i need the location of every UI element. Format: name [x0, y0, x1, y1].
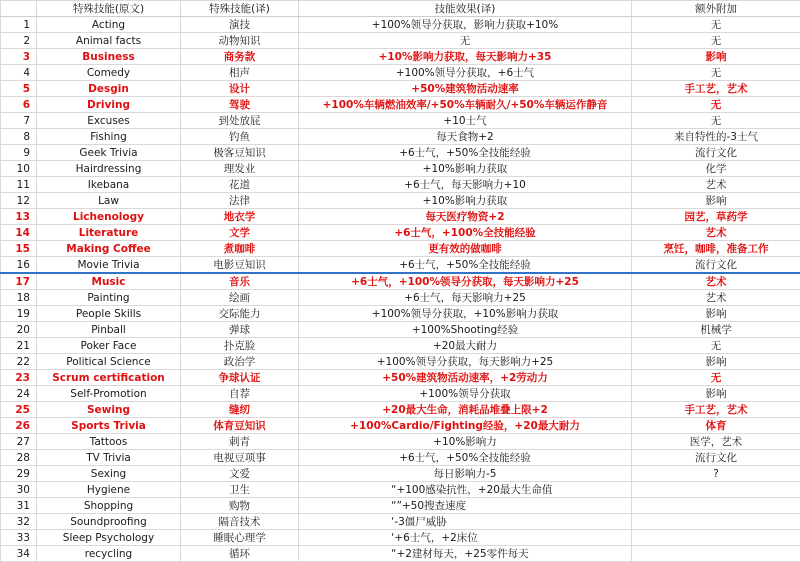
- effect-cell[interactable]: +10%影响力获取: [299, 161, 632, 177]
- skill-translated-cell[interactable]: 理发业: [181, 161, 299, 177]
- row-number-cell[interactable]: 7: [1, 113, 37, 129]
- table-row: [1, 273, 800, 290]
- row-number-cell[interactable]: 15: [1, 241, 37, 257]
- effect-cell[interactable]: 每天医疗物资+2: [299, 209, 632, 225]
- skill-original-cell[interactable]: Hairdressing: [37, 161, 181, 177]
- extra-cell[interactable]: [632, 546, 800, 562]
- skill-original-cell[interactable]: Sewing: [37, 402, 181, 418]
- skill-original-cell[interactable]: Comedy: [37, 65, 181, 81]
- table-row: [1, 161, 800, 177]
- table-row: [1, 145, 800, 161]
- effect-cell[interactable]: +100%Cardio/Fighting经验，+20最大耐力: [299, 418, 632, 434]
- effect-cell[interactable]: +100%领导分获取，+10%影响力获取: [299, 306, 632, 322]
- row-number-cell[interactable]: 3: [1, 49, 37, 65]
- skill-original-cell[interactable]: Movie Trivia: [37, 257, 181, 274]
- table-row: [1, 546, 800, 562]
- skill-translated-cell[interactable]: 睡眠心理学: [181, 530, 299, 546]
- skill-original-cell[interactable]: Music: [37, 273, 181, 290]
- effect-cell[interactable]: +6士气，每天影响力+10: [299, 177, 632, 193]
- effect-cell[interactable]: +6士气，+100%全技能经验: [299, 225, 632, 241]
- extra-cell[interactable]: 手工艺，艺术: [632, 81, 800, 97]
- skill-translated-cell[interactable]: 争球认证: [181, 370, 299, 386]
- skill-original-cell[interactable]: Lichenology: [37, 209, 181, 225]
- row-number-cell[interactable]: 11: [1, 177, 37, 193]
- extra-cell[interactable]: 影响: [632, 386, 800, 402]
- skill-original-cell[interactable]: Pinball: [37, 322, 181, 338]
- table-row: [1, 354, 800, 370]
- effect-cell[interactable]: “+100感染抗性，+20最大生命值: [299, 482, 632, 498]
- row-number-cell[interactable]: 25: [1, 402, 37, 418]
- skill-translated-cell[interactable]: 卫生: [181, 482, 299, 498]
- skill-translated-cell[interactable]: 钓鱼: [181, 129, 299, 145]
- effect-cell[interactable]: +50%建筑物活动速率: [299, 81, 632, 97]
- extra-cell[interactable]: 化学: [632, 161, 800, 177]
- row-number-cell[interactable]: 31: [1, 498, 37, 514]
- table-row: [1, 129, 800, 145]
- extra-cell[interactable]: 无: [632, 65, 800, 81]
- table-row: [1, 113, 800, 129]
- table-row: [1, 402, 800, 418]
- row-number-cell[interactable]: 1: [1, 17, 37, 33]
- table-row: [1, 225, 800, 241]
- extra-cell[interactable]: 机械学: [632, 322, 800, 338]
- extra-cell[interactable]: 流行文化: [632, 257, 800, 274]
- extra-cell[interactable]: 流行文化: [632, 145, 800, 161]
- table-row: [1, 370, 800, 386]
- skill-translated-cell[interactable]: 到处放屁: [181, 113, 299, 129]
- row-number-cell[interactable]: 17: [1, 273, 37, 290]
- skill-original-cell[interactable]: Fishing: [37, 129, 181, 145]
- table-row: [1, 290, 800, 306]
- table-row: [1, 209, 800, 225]
- row-number-cell[interactable]: 21: [1, 338, 37, 354]
- table-row: [1, 418, 800, 434]
- effect-cell[interactable]: +20最大生命，消耗品堆叠上限+2: [299, 402, 632, 418]
- extra-cell[interactable]: 体育: [632, 418, 800, 434]
- row-number-cell[interactable]: 16: [1, 257, 37, 274]
- skill-original-cell[interactable]: Poker Face: [37, 338, 181, 354]
- effect-cell[interactable]: “+2建材每天，+25零件每天: [299, 546, 632, 562]
- skill-translated-cell[interactable]: 极客豆知识: [181, 145, 299, 161]
- row-number-cell[interactable]: 8: [1, 129, 37, 145]
- skill-original-cell[interactable]: Geek Trivia: [37, 145, 181, 161]
- skill-translated-cell[interactable]: 电影豆知识: [181, 257, 299, 274]
- table-row: [1, 97, 800, 113]
- skill-translated-cell[interactable]: 文爱: [181, 466, 299, 482]
- extra-cell[interactable]: [632, 482, 800, 498]
- table-row: [1, 257, 800, 274]
- table-row: [1, 466, 800, 482]
- extra-cell[interactable]: [632, 498, 800, 514]
- header-cell-effect[interactable]: 技能效果(译): [299, 1, 632, 17]
- extra-cell[interactable]: 医学，艺术: [632, 434, 800, 450]
- skill-translated-cell[interactable]: 自荐: [181, 386, 299, 402]
- row-number-cell[interactable]: 2: [1, 33, 37, 49]
- effect-cell[interactable]: +100%车辆燃油效率/+50%车辆耐久/+50%车辆运作静音: [299, 97, 632, 113]
- skill-original-cell[interactable]: Sexing: [37, 466, 181, 482]
- skill-translated-cell[interactable]: 驾驶: [181, 97, 299, 113]
- table-row: [1, 450, 800, 466]
- extra-cell[interactable]: 艺术: [632, 225, 800, 241]
- effect-cell[interactable]: +100%领导分获取，影响力获取+10%: [299, 17, 632, 33]
- skill-translated-cell[interactable]: 设计: [181, 81, 299, 97]
- extra-cell[interactable]: 无: [632, 97, 800, 113]
- extra-cell[interactable]: [632, 530, 800, 546]
- effect-cell[interactable]: “”+50搜查速度: [299, 498, 632, 514]
- skill-translated-cell[interactable]: 扑克脸: [181, 338, 299, 354]
- extra-cell[interactable]: 烹饪，咖啡，准备工作: [632, 241, 800, 257]
- effect-cell[interactable]: +100%领导分获取，每天影响力+25: [299, 354, 632, 370]
- row-number-cell[interactable]: 9: [1, 145, 37, 161]
- skill-original-cell[interactable]: Excuses: [37, 113, 181, 129]
- skill-translated-cell[interactable]: 商务款: [181, 49, 299, 65]
- row-number-cell[interactable]: 23: [1, 370, 37, 386]
- extra-cell[interactable]: 无: [632, 17, 800, 33]
- extra-cell[interactable]: 无: [632, 338, 800, 354]
- extra-cell[interactable]: [632, 514, 800, 530]
- extra-cell[interactable]: 无: [632, 113, 800, 129]
- skill-original-cell[interactable]: recycling: [37, 546, 181, 562]
- skill-translated-cell[interactable]: 地衣学: [181, 209, 299, 225]
- skill-original-cell[interactable]: Hygiene: [37, 482, 181, 498]
- effect-cell[interactable]: +10%影响力: [299, 434, 632, 450]
- extra-cell[interactable]: 无: [632, 370, 800, 386]
- effect-cell[interactable]: +50%建筑物活动速率，+2劳动力: [299, 370, 632, 386]
- skill-original-cell[interactable]: Making Coffee: [37, 241, 181, 257]
- extra-cell[interactable]: 艺术: [632, 290, 800, 306]
- extra-cell[interactable]: 无: [632, 33, 800, 49]
- skill-original-cell[interactable]: Sports Trivia: [37, 418, 181, 434]
- skill-translated-cell[interactable]: 演技: [181, 17, 299, 33]
- row-number-cell[interactable]: 19: [1, 306, 37, 322]
- table-row: [1, 434, 800, 450]
- extra-cell[interactable]: 影响: [632, 193, 800, 209]
- header-cell-extra[interactable]: 额外附加: [632, 1, 800, 17]
- row-number-cell[interactable]: 30: [1, 482, 37, 498]
- skill-original-cell[interactable]: Sleep Psychology: [37, 530, 181, 546]
- row-number-cell[interactable]: 13: [1, 209, 37, 225]
- effect-cell[interactable]: +20最大耐力: [299, 338, 632, 354]
- effect-cell[interactable]: +100%领导分获取: [299, 386, 632, 402]
- table-row: [1, 81, 800, 97]
- skill-original-cell[interactable]: TV Trivia: [37, 450, 181, 466]
- skill-translated-cell[interactable]: 绘画: [181, 290, 299, 306]
- row-number-cell[interactable]: 5: [1, 81, 37, 97]
- extra-cell[interactable]: 艺术: [632, 177, 800, 193]
- header-cell-index[interactable]: [1, 1, 37, 17]
- table-row: [1, 17, 800, 33]
- table-body: [1, 17, 800, 562]
- effect-cell[interactable]: +6士气，每天影响力+25: [299, 290, 632, 306]
- row-number-cell[interactable]: 28: [1, 450, 37, 466]
- extra-cell[interactable]: 手工艺，艺术: [632, 402, 800, 418]
- skill-original-cell[interactable]: Desgin: [37, 81, 181, 97]
- skill-translated-cell[interactable]: 隔音技术: [181, 514, 299, 530]
- effect-cell[interactable]: +6士气，+50%全技能经验: [299, 257, 632, 274]
- skill-translated-cell[interactable]: 花道: [181, 177, 299, 193]
- row-number-cell[interactable]: 34: [1, 546, 37, 562]
- header-row: [1, 1, 800, 17]
- row-number-cell[interactable]: 4: [1, 65, 37, 81]
- effect-cell[interactable]: +100%Shooting经验: [299, 322, 632, 338]
- skill-translated-cell[interactable]: 缝纫: [181, 402, 299, 418]
- row-number-cell[interactable]: 24: [1, 386, 37, 402]
- skill-translated-cell[interactable]: 煮咖啡: [181, 241, 299, 257]
- header-cell-skill-original[interactable]: 特殊技能(原文): [37, 1, 181, 17]
- skill-original-cell[interactable]: Driving: [37, 97, 181, 113]
- skill-original-cell[interactable]: Scrum certification: [37, 370, 181, 386]
- table-row: [1, 193, 800, 209]
- skill-original-cell[interactable]: Law: [37, 193, 181, 209]
- table-row: [1, 65, 800, 81]
- table-row: [1, 33, 800, 49]
- row-number-cell[interactable]: 6: [1, 97, 37, 113]
- row-number-cell[interactable]: 27: [1, 434, 37, 450]
- table-row: [1, 386, 800, 402]
- table-row: [1, 306, 800, 322]
- effect-cell[interactable]: +10士气: [299, 113, 632, 129]
- header-cell-skill-translated[interactable]: 特殊技能(译): [181, 1, 299, 17]
- skill-translated-cell[interactable]: 相声: [181, 65, 299, 81]
- skill-translated-cell[interactable]: 文学: [181, 225, 299, 241]
- row-number-cell[interactable]: 22: [1, 354, 37, 370]
- effect-cell[interactable]: +10%影响力获取，每天影响力+35: [299, 49, 632, 65]
- skill-translated-cell[interactable]: 刺青: [181, 434, 299, 450]
- skill-original-cell[interactable]: Literature: [37, 225, 181, 241]
- row-number-cell[interactable]: 26: [1, 418, 37, 434]
- skill-original-cell[interactable]: Animal facts: [37, 33, 181, 49]
- table-row: [1, 338, 800, 354]
- table-row: [1, 482, 800, 498]
- skill-original-cell[interactable]: Business: [37, 49, 181, 65]
- effect-cell[interactable]: 每天食物+2: [299, 129, 632, 145]
- extra-cell[interactable]: 影响: [632, 49, 800, 65]
- skill-translated-cell[interactable]: 购物: [181, 498, 299, 514]
- effect-cell[interactable]: 每日影响力-5: [299, 466, 632, 482]
- row-number-cell[interactable]: 32: [1, 514, 37, 530]
- row-number-cell[interactable]: 18: [1, 290, 37, 306]
- extra-cell[interactable]: 影响: [632, 306, 800, 322]
- table-row: [1, 530, 800, 546]
- extra-cell[interactable]: 艺术: [632, 273, 800, 290]
- skill-translated-cell[interactable]: 动物知识: [181, 33, 299, 49]
- table-row: [1, 322, 800, 338]
- extra-cell[interactable]: 园艺，草药学: [632, 209, 800, 225]
- skill-translated-cell[interactable]: 交际能力: [181, 306, 299, 322]
- skill-original-cell[interactable]: Ikebana: [37, 177, 181, 193]
- effect-cell[interactable]: 无: [299, 33, 632, 49]
- skill-original-cell[interactable]: Soundproofing: [37, 514, 181, 530]
- effect-cell[interactable]: +6士气，+50%全技能经验: [299, 450, 632, 466]
- effect-cell[interactable]: ‘+6士气，+2床位: [299, 530, 632, 546]
- effect-cell[interactable]: +10%影响力获取: [299, 193, 632, 209]
- row-number-cell[interactable]: 29: [1, 466, 37, 482]
- row-number-cell[interactable]: 14: [1, 225, 37, 241]
- extra-cell[interactable]: 影响: [632, 354, 800, 370]
- skill-original-cell[interactable]: Political Science: [37, 354, 181, 370]
- table-row: [1, 49, 800, 65]
- table-row: [1, 514, 800, 530]
- row-number-cell[interactable]: 33: [1, 530, 37, 546]
- skill-translated-cell[interactable]: 体育豆知识: [181, 418, 299, 434]
- skill-original-cell[interactable]: Acting: [37, 17, 181, 33]
- extra-cell[interactable]: 来自特性的-3士气: [632, 129, 800, 145]
- skill-translated-cell[interactable]: 电视豆项事: [181, 450, 299, 466]
- row-number-cell[interactable]: 20: [1, 322, 37, 338]
- skill-translated-cell[interactable]: 法律: [181, 193, 299, 209]
- effect-cell[interactable]: +100%领导分获取，+6士气: [299, 65, 632, 81]
- table-row: [1, 241, 800, 257]
- skill-translated-cell[interactable]: 音乐: [181, 273, 299, 290]
- effect-cell[interactable]: 更有效的做咖啡: [299, 241, 632, 257]
- table-row: [1, 498, 800, 514]
- effect-cell[interactable]: +6士气，+100%领导分获取，每天影响力+25: [299, 273, 632, 290]
- skill-original-cell[interactable]: Tattoos: [37, 434, 181, 450]
- row-number-cell[interactable]: 12: [1, 193, 37, 209]
- skill-original-cell[interactable]: Self-Promotion: [37, 386, 181, 402]
- table-row: [1, 177, 800, 193]
- skill-original-cell[interactable]: Shopping: [37, 498, 181, 514]
- skill-translated-cell[interactable]: 循环: [181, 546, 299, 562]
- skill-original-cell[interactable]: People Skills: [37, 306, 181, 322]
- skill-original-cell[interactable]: Painting: [37, 290, 181, 306]
- effect-cell[interactable]: ‘-3僵尸威胁: [299, 514, 632, 530]
- extra-cell[interactable]: 流行文化: [632, 450, 800, 466]
- skill-translated-cell[interactable]: 弹球: [181, 322, 299, 338]
- effect-cell[interactable]: +6士气，+50%全技能经验: [299, 145, 632, 161]
- skill-translated-cell[interactable]: 政治学: [181, 354, 299, 370]
- extra-cell[interactable]: ?: [632, 466, 800, 482]
- row-number-cell[interactable]: 10: [1, 161, 37, 177]
